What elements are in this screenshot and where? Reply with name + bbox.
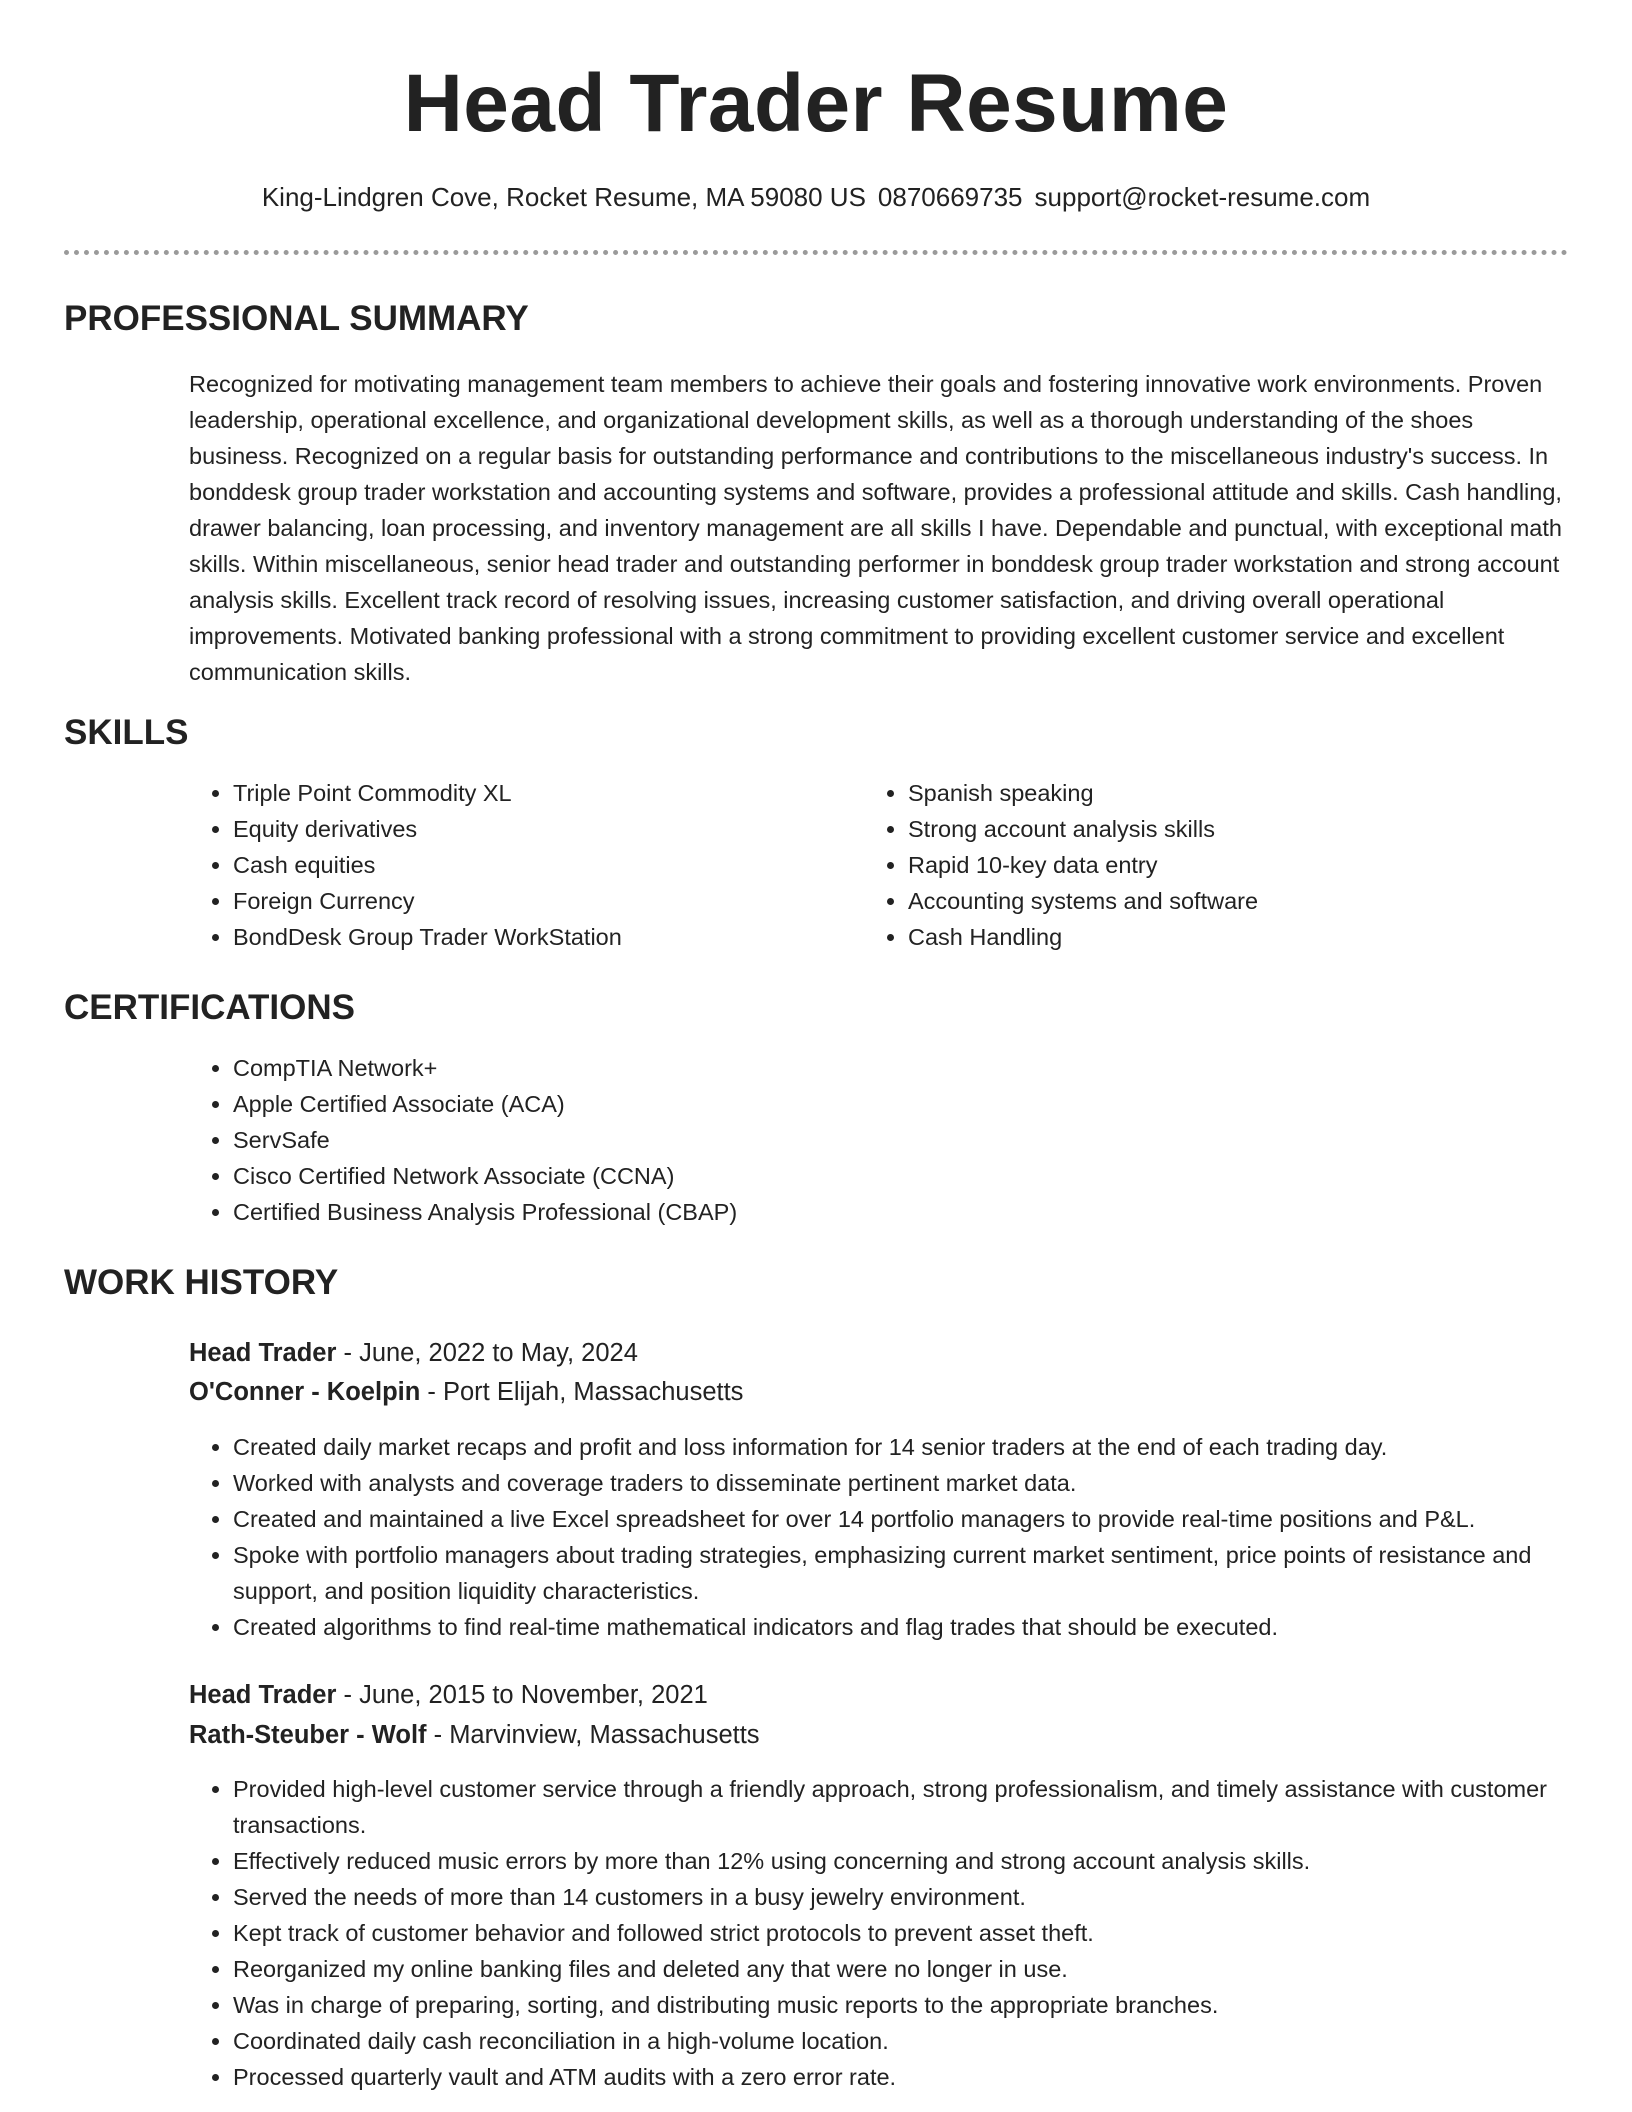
- skill-item: • Strong account analysis skills: [908, 811, 1588, 847]
- header-divider: [64, 250, 1568, 255]
- skills-list-right: [864, 775, 1588, 955]
- job-title: Head Trader: [189, 1339, 337, 1367]
- certification-item: • Certified Business Analysis Professional (CBAP): [233, 1194, 1533, 1230]
- job-dates: - June, 2022 to May, 2024: [336, 1339, 638, 1367]
- skills-list-left: [189, 775, 873, 955]
- work-history-heading: WORK HISTORY: [64, 1263, 339, 1302]
- job-company: Rath-Steuber - Wolf: [189, 1721, 427, 1749]
- certifications-list: [189, 1050, 1533, 1230]
- certification-item: • Cisco Certified Network Associate (CCNA): [233, 1158, 1533, 1194]
- skill-item: • Cash Handling: [908, 919, 1588, 955]
- job-bullet: • Spoke with portfolio managers about trading strategies, emphasizing current market sentiment, price points of resistance and support, and position liquidity characteristics.: [233, 1537, 1613, 1609]
- contact-email[interactable]: support@rocket-resume.com: [1034, 182, 1371, 212]
- job-bullet: • Worked with analysts and coverage traders to disseminate pertinent market data.: [233, 1465, 1613, 1501]
- job-location: - Port Elijah, Massachusetts: [420, 1378, 744, 1406]
- summary-heading: PROFESSIONAL SUMMARY: [64, 299, 529, 338]
- job-bullet: • Created and maintained a live Excel spreadsheet for over 14 portfolio managers to provide real-time positions and P&L.: [233, 1501, 1613, 1537]
- job-bullet: • Served the needs of more than 14 customers in a busy jewelry environment.: [233, 1879, 1613, 1915]
- job-bullet: • Provided high-level customer service through a friendly approach, strong professionalism, and timely assistance with customer transactions.: [233, 1771, 1613, 1843]
- skill-item: • Triple Point Commodity XL: [233, 775, 873, 811]
- job-bullet: • Created algorithms to find real-time mathematical indicators and flag trades that should be executed.: [233, 1609, 1613, 1645]
- certification-item: • CompTIA Network+: [233, 1050, 1533, 1086]
- job-bullet: • Reorganized my online banking files and deleted any that were no longer in use.: [233, 1951, 1613, 1987]
- job-bullet: • Effectively reduced music errors by more than 12% using concerning and strong account analysis skills.: [233, 1843, 1613, 1879]
- skill-item: • Cash equities: [233, 847, 873, 883]
- skill-item: • Accounting systems and software: [908, 883, 1588, 919]
- certifications-heading: CERTIFICATIONS: [64, 988, 356, 1027]
- certification-item: • ServSafe: [233, 1122, 1533, 1158]
- contact-phone: 0870669735: [877, 182, 1023, 212]
- certification-item: • Apple Certified Associate (ACA): [233, 1086, 1533, 1122]
- job-title-line: [189, 1334, 638, 1372]
- job-bullet: • Created daily market recaps and profit and loss information for 14 senior traders at the end of each trading day.: [233, 1429, 1613, 1465]
- skill-item: • Equity derivatives: [233, 811, 873, 847]
- skill-item: • Spanish speaking: [908, 775, 1588, 811]
- skill-item: • Foreign Currency: [233, 883, 873, 919]
- job-company: O'Conner - Koelpin: [189, 1378, 421, 1406]
- skill-item: • BondDesk Group Trader WorkStation: [233, 919, 873, 955]
- resume-title: Head Trader Resume: [403, 58, 1229, 149]
- job-bullet: • Coordinated daily cash reconciliation in a high-volume location.: [233, 2023, 1613, 2059]
- job-bullet: • Kept track of customer behavior and followed strict protocols to prevent asset theft.: [233, 1915, 1613, 1951]
- job-bullet: • Was in charge of preparing, sorting, and distributing music reports to the appropriate branches.: [233, 1987, 1613, 2023]
- skills-heading: SKILLS: [64, 713, 189, 752]
- job-bullet: • Processed quarterly vault and ATM audits with a zero error rate.: [233, 2059, 1613, 2095]
- job-dates: - June, 2015 to November, 2021: [336, 1681, 708, 1709]
- job-location: - Marvinview, Massachusetts: [426, 1721, 760, 1749]
- job-company-line: [189, 1373, 743, 1411]
- summary-text: Recognized for motivating management team members to achieve their goals and fostering innovative work environments. Proven leadership, operational excellence, and organizational development skills, as well as a thorough understanding of the shoes business. Recognized on a regular basis for outstanding performance and contributions to the miscellaneous industry's success. In bonddesk group trader workstation and accounting systems and software, provides a professional attitude and skills. Cash handling, drawer balancing, loan processing, and inventory management are all skills I have. Dependable and punctual, with exceptional math skills. Within miscellaneous, senior head trader and outstanding performer in bonddesk group trader workstation and strong account analysis skills. Excellent track record of resolving issues, increasing customer satisfaction, and driving overall operational improvements. Motivated banking professional with a strong commitment to providing excellent customer service and excellent communication skills.: [189, 371, 1562, 685]
- job-bullets: [189, 1429, 1613, 1645]
- job-bullets: [189, 1771, 1613, 2095]
- contact-line: [0, 180, 1632, 214]
- job-title: Head Trader: [189, 1681, 337, 1709]
- job-company-line: [189, 1716, 760, 1754]
- contact-address: King-Lindgren Cove, Rocket Resume, MA 59080 US: [261, 182, 866, 212]
- job-title-line: [189, 1676, 708, 1714]
- skill-item: • Rapid 10-key data entry: [908, 847, 1588, 883]
